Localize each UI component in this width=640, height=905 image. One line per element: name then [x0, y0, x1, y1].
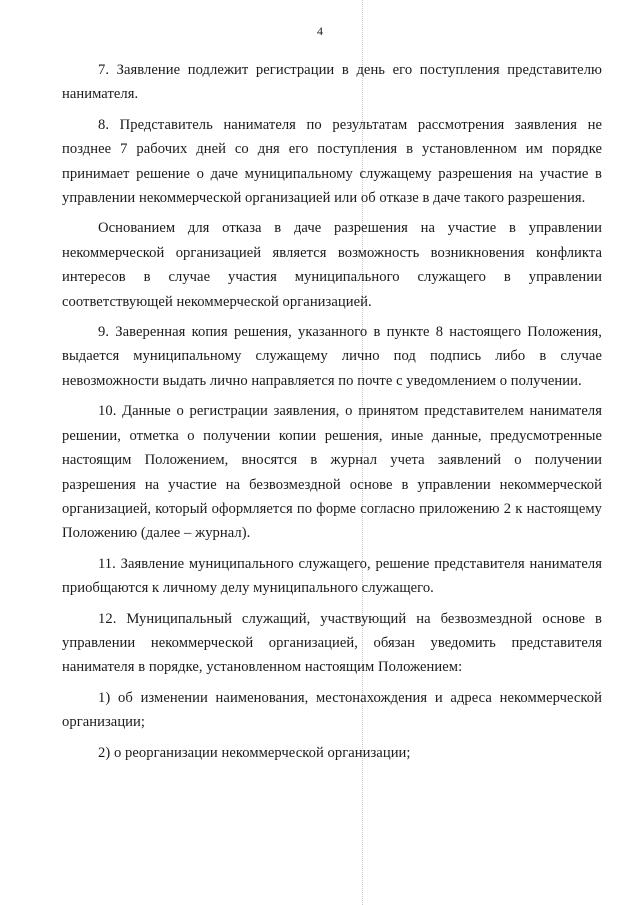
page-number: 4	[317, 24, 323, 38]
paragraph-10: 10. Данные о регистрации заявления, о принятом представителем нанимателя решении, отметка о получении копии решения, иные данные, предусмотренные настоящим Положением, вносятся в журнал учета заявлений о получении разрешения на участие на безвозмездной основе в управлении некоммерческой организацией, который оформляется по форме согласно приложению 2 к настоящему Положению (далее – журнал).	[62, 403, 602, 542]
paragraph-7: 7. Заявление подлежит регистрации в день его поступления представителю нанимателя.	[62, 62, 602, 103]
paragraph-8: 8. Представитель нанимателя по результатам рассмотрения заявления не позднее 7 рабочих дней со дня его поступления в установленном им порядке принимает решение о даче муниципальному служащему разрешения на участие в управлении некоммерческой организацией или об отказе в даче такого разрешения.	[62, 116, 602, 207]
paragraph-12: 12. Муниципальный служащий, участвующий на безвозмездной основе в управлении некоммерческой организацией, обязан уведомить представителя нанимателя в порядке, установленном настоящим Положением:	[62, 610, 602, 676]
paragraph-8-refusal-grounds: Основанием для отказа в даче разрешения на участие в управлении некоммерческой организацией является возможность возникновения конфликта интересов в случае участия муниципального служащего в управлении соответствующей некоммерческой организацией.	[62, 220, 602, 310]
paragraph-11: 11. Заявление муниципального служащего, решение представителя нанимателя приобщаются к личному делу муниципального служащего.	[62, 555, 602, 597]
paragraph-9: 9. Заверенная копия решения, указанного в пункте 8 настоящего Положения, выдается муниципальному служащему лично под подпись либо в случае невозможности выдать лично направляется по почте с уведомлением о получении.	[62, 324, 602, 389]
list-item-2: 2) о реорганизации некоммерческой организации;	[98, 744, 411, 761]
document-body	[62, 58, 602, 771]
list-item-1: 1) об изменении наименования, местонахождения и адреса некоммерческой организации;	[62, 689, 602, 731]
